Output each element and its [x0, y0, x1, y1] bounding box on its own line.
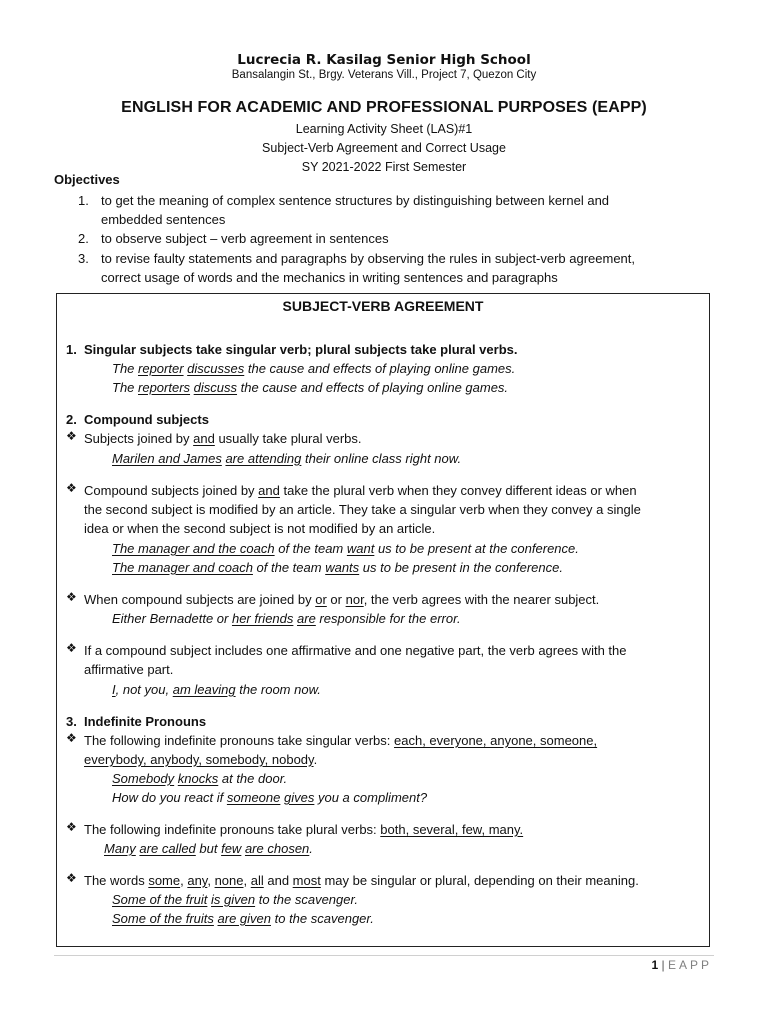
rule-text-cont: everybody, anybody, somebody, nobody. [84, 752, 318, 767]
rule-text: Subjects joined by and usually take plural verbs. [84, 431, 362, 446]
rule-text: Compound subjects joined by and take the plural verb when they convey different ideas or when [84, 483, 637, 498]
footer-separator: | [661, 958, 665, 972]
footer-divider [54, 955, 714, 956]
rule-text: The following indefinite pronouns take plural verbs: both, several, few, many. [84, 822, 524, 837]
sheet-info [0, 120, 768, 177]
example-line: The manager and the coach of the team want us to be present at the conference. [112, 541, 579, 556]
objectives-list [54, 191, 714, 287]
rule-text: The words some, any, none, all and most may be singular or plural, depending on their meaning. [84, 873, 639, 888]
rule-text-cont: affirmative part. [84, 662, 174, 677]
example-line: Either Bernadette or her friends are responsible for the error. [112, 611, 461, 626]
example-line: Somebody knocks at the door. [112, 771, 288, 786]
page-number: 1 [651, 958, 659, 972]
objective-text-cont: embedded sentences [101, 212, 226, 228]
school-name: Lucrecia R. Kasilag Senior High School [237, 52, 531, 68]
diamond-bullet-icon: ❖ [66, 641, 77, 655]
diamond-bullet-icon: ❖ [66, 429, 77, 443]
objective-number: 1. [78, 193, 89, 208]
example-line: Many are called but few are chosen. [104, 841, 313, 856]
objective-item [54, 191, 714, 229]
diamond-bullet-icon: ❖ [66, 731, 77, 745]
rule-number: 2. [66, 412, 77, 427]
example-line: Marilen and James are attending their online class right now. [112, 451, 462, 466]
objective-text: to get the meaning of complex sentence structures by distinguishing between kernel and [101, 193, 610, 208]
rule-text-cont: idea or when the second subject is not modified by an article. [84, 521, 436, 536]
objective-number: 3. [78, 250, 89, 266]
example-line: I, not you, am leaving the room now. [112, 682, 321, 697]
example-line: The reporter discusses the cause and effects of playing online games. [112, 361, 516, 376]
rule-heading: Singular subjects take singular verb; plural subjects take plural verbs. [84, 342, 518, 357]
example-line: How do you react if someone gives you a compliment? [112, 790, 428, 805]
school-year: SY 2021-2022 First Semester [301, 160, 467, 174]
objective-item [54, 249, 714, 287]
example-line: Some of the fruit is given to the scavenger. [112, 892, 358, 907]
rule-heading: Compound subjects [84, 412, 209, 427]
rule-text: If a compound subject includes one affirmative and one negative part, the verb agrees with the [84, 643, 627, 658]
example-line: Some of the fruits are given to the scavenger. [112, 911, 374, 926]
objective-text-cont: correct usage of words and the mechanics in writing sentences and paragraphs [101, 269, 558, 285]
subject-title: ENGLISH FOR ACADEMIC AND PROFESSIONAL PURPOSES (EAPP) [121, 99, 647, 116]
footer-course-code: EAPP [667, 958, 712, 972]
school-address: Bansalangin St., Brgy. Veterans Vill., Project 7, Quezon City [231, 69, 537, 81]
objective-item [54, 229, 714, 248]
diamond-bullet-icon: ❖ [66, 871, 77, 885]
rule-text: When compound subjects are joined by or or nor, the verb agrees with the nearer subject. [84, 592, 600, 607]
box-title: SUBJECT-VERB AGREEMENT [282, 298, 484, 314]
example-line: The reporters discuss the cause and effects of playing online games. [112, 380, 509, 395]
diamond-bullet-icon: ❖ [66, 820, 77, 834]
example-line: The manager and coach of the team wants us to be present in the conference. [112, 560, 563, 575]
objective-number: 2. [78, 231, 89, 247]
sheet-topic: Subject-Verb Agreement and Correct Usage [262, 141, 506, 155]
rule-heading: Indefinite Pronouns [84, 714, 207, 729]
objectives-heading: Objectives [54, 172, 120, 187]
rule-number: 3. [66, 714, 77, 729]
diamond-bullet-icon: ❖ [66, 590, 77, 604]
rule-number: 1. [66, 342, 77, 357]
objective-text: to observe subject – verb agreement in sentences [101, 231, 389, 247]
rule-text-cont: the second subject is modified by an article. They take a singular verb when they convey a single [84, 502, 641, 517]
page-footer [651, 958, 712, 972]
sheet-number: Learning Activity Sheet (LAS)#1 [295, 122, 473, 136]
objective-text: to revise faulty statements and paragraphs by observing the rules in subject-verb agreement, [101, 250, 636, 266]
diamond-bullet-icon: ❖ [66, 481, 77, 495]
rule-text: The following indefinite pronouns take singular verbs: each, everyone, anyone, someone, [84, 733, 598, 748]
